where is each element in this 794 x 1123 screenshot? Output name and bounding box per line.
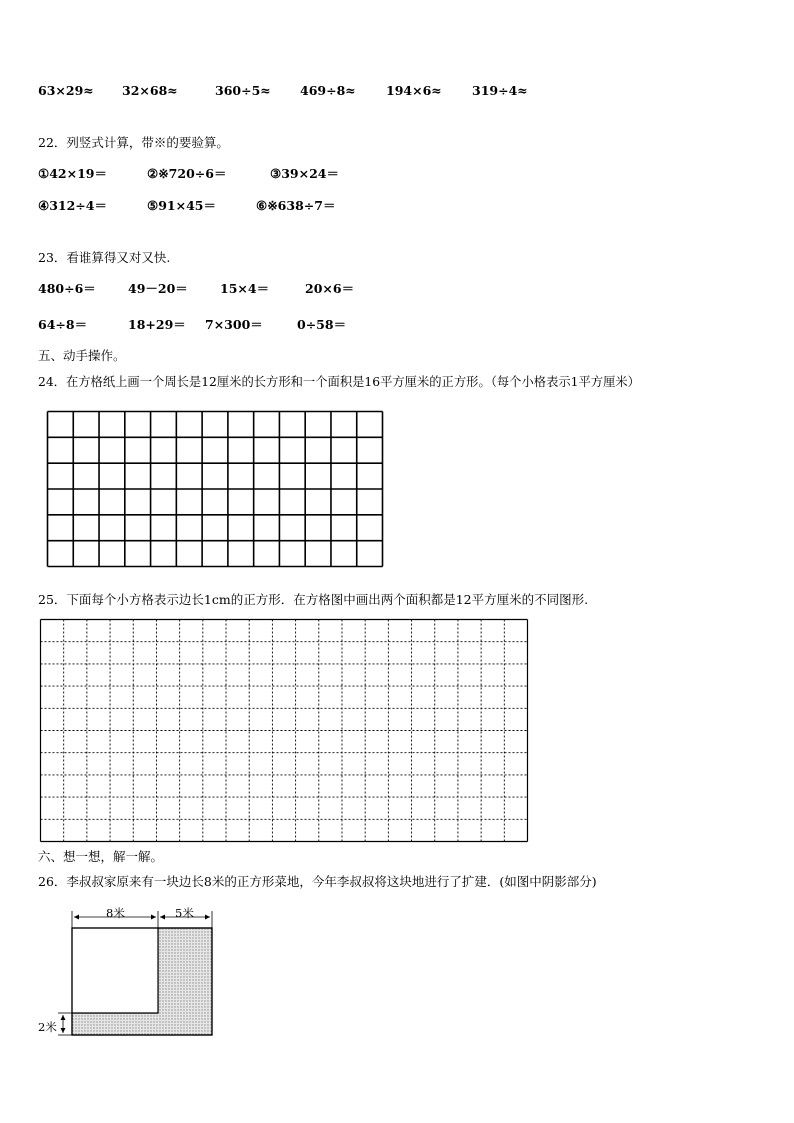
- q22-item-4: ④312÷4＝: [38, 198, 107, 213]
- q23-title: 23．看谁算得又对又快.: [38, 250, 171, 265]
- section-6-heading: 六、想一想，解一解。: [38, 849, 164, 864]
- q23-row2-item-2: 18+29＝: [128, 317, 186, 332]
- estimate-item-3: 360÷5≈: [215, 83, 271, 98]
- q25-dotted-grid[interactable]: [39, 618, 529, 843]
- dim-label-5m: 5米: [175, 906, 194, 920]
- q24-square-grid[interactable]: [46, 410, 384, 568]
- q22-item-6: ⑥※638÷7＝: [256, 198, 336, 213]
- q23-row1-item-1: 480÷6＝: [38, 281, 96, 296]
- q23-row2-item-3: 7×300＝: [205, 317, 263, 332]
- q22-item-3: ③39×24＝: [270, 166, 339, 181]
- q23-row2-item-4: 0÷58＝: [297, 317, 347, 332]
- estimate-item-1: 63×29≈: [38, 83, 94, 98]
- q26-title: 26．李叔叔家原来有一块边长8米的正方形菜地，今年李叔叔将这块地进行了扩建．(如图中阴影部分): [38, 874, 597, 889]
- q22-item-2: ②※720÷6＝: [147, 166, 227, 181]
- q23-row1-item-4: 20×6＝: [305, 281, 355, 296]
- dim-label-2m: 2米: [38, 1020, 57, 1034]
- estimate-item-4: 469÷8≈: [300, 83, 356, 98]
- q26-garden-figure: [30, 895, 230, 1043]
- estimate-item-2: 32×68≈: [122, 83, 178, 98]
- section-5-heading: 五、动手操作。: [38, 348, 126, 363]
- q23-row1-item-3: 15×4＝: [220, 281, 270, 296]
- q25-title: 25．下面每个小方格表示边长1cm的正方形．在方格图中画出两个面积都是12平方厘米的不同图形.: [38, 592, 589, 607]
- q22-item-5: ⑤91×45＝: [147, 198, 216, 213]
- q23-row2-item-1: 64÷8＝: [38, 317, 88, 332]
- q22-title: 22．列竖式计算，带※的要验算。: [38, 135, 229, 150]
- estimate-item-5: 194×6≈: [386, 83, 442, 98]
- estimate-item-6: 319÷4≈: [472, 83, 528, 98]
- q23-row1-item-2: 49－20＝: [128, 281, 188, 296]
- dim-label-8m: 8米: [106, 906, 125, 920]
- q22-item-1: ①42×19＝: [38, 166, 107, 181]
- original-square: [72, 928, 158, 1013]
- q24-title: 24．在方格纸上画一个周长是12厘米的长方形和一个面积是16平方厘米的正方形。（每个小格表示1平方厘米）: [38, 375, 640, 389]
